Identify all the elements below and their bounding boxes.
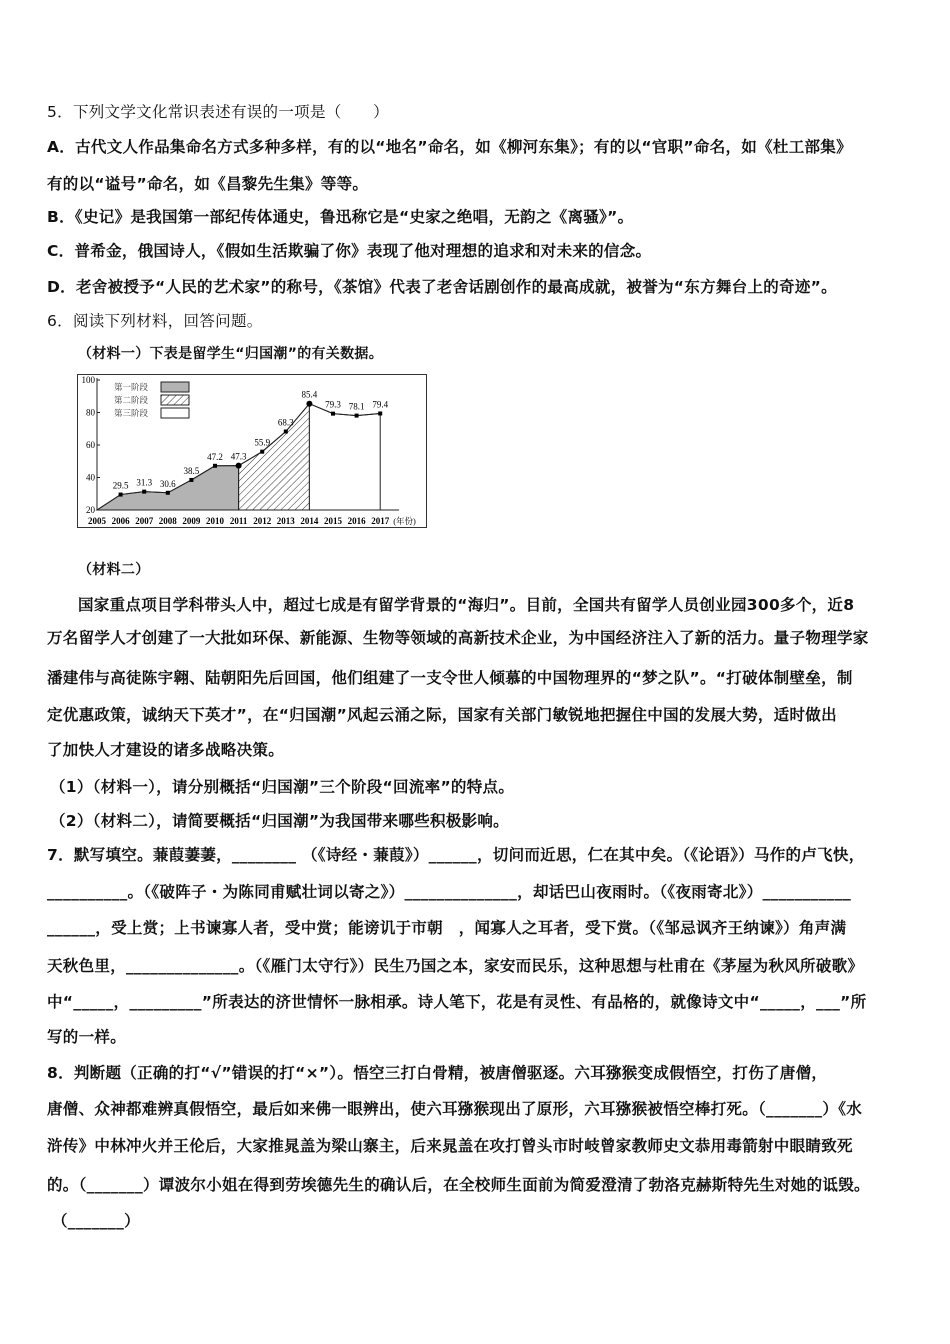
y-tick-label: 100 [81,375,95,385]
data-label: 30.6 [159,478,176,489]
q5-option-a-cont: 有的以“谥号”命名，如《昌黎先生集》等等。 [47,175,369,193]
q7-line: 中“_____，_________”所表达的济世情怀一脉相承。诗人笔下，花是有灵性、有品格的，就像诗文中“_____，___”所 [47,993,867,1011]
legend-label: 第一阶段 [114,382,149,392]
x-tick-label: 2006 [111,516,130,526]
q5-option-b: B．《史记》是我国第一部纪传体通史，鲁迅称它是“史家之绝唱，无韵之《离骚》”。 [47,208,634,226]
data-label: 38.5 [183,465,200,476]
data-point [236,463,242,469]
data-label: 79.3 [325,399,341,410]
q7-line: ______，受上赏；上书谏寡人者，受中赏；能谤讥于市朝 ，闻寡人之耳者，受下赏。（《邹忌讽齐王纳谏》）角声满 [47,919,847,937]
q5-option-c: C．普希金，俄国诗人，《假如生活欺骗了你》表现了他对理想的追求和对未来的信念。 [47,242,652,260]
y-tick-label: 60 [86,440,95,450]
q5-option-d: D．老舍被授予“人民的艺术家”的称号，《茶馆》代表了老舍话剧创作的最高成就，被誉为“东方舞台上的奇迹”。 [47,278,837,296]
material1-label: （材料一）下表是留学生“归国潮”的有关数据。 [78,346,384,362]
q7-line: __________。（《破阵子・为陈同甫赋壮词以寄之》）______________，却话巴山夜雨时。（《夜雨寄北》）___________ [47,883,852,901]
data-label: 68.3 [277,417,294,428]
x-tick-label: 2009 [182,516,201,526]
material2-line: 国家重点项目学科带头人中，超过七成是有留学背景的“海归”。目前，全国共有留学人员创业园300多个，近8 [78,596,855,614]
data-label: 79.4 [372,399,389,410]
stage-area-2 [239,404,310,510]
q8-line: 的。（_______）谭波尔小姐在得到劳埃德先生的确认后，在全校师生面前为简爱澄清了勃洛克赫斯特先生对她的诋毁。 [47,1176,870,1194]
x-tick-label: 2014 [300,516,319,526]
q7-line: 写的一样。 [47,1028,127,1046]
q6-question-2: （2）（材料二），请简要概括“归国潮”为我国带来哪些积极影响。 [50,812,509,830]
x-tick-label: 2007 [135,516,154,526]
q8-line: （_______） [52,1212,140,1230]
x-tick-label: 2010 [206,516,224,526]
data-point [142,490,146,494]
stage-area-3 [309,401,380,510]
material2-line: 潘建伟与高徒陈宇翱、陆朝阳先后回国，他们组建了一支令世人倾慕的中国物理界的“梦之队”。“打破体制壁垒，制 [47,669,853,687]
x-tick-label: 2013 [276,516,295,526]
y-tick-label: 20 [86,505,95,515]
x-tick-label: 2015 [324,516,342,526]
data-point [378,411,382,415]
material2-label: （材料二） [78,562,150,578]
x-tick-label: 2017 [371,516,390,526]
y-tick-label: 80 [86,407,95,418]
q7-line: 天秋色里，______________。（《雁门太守行》）民生乃国之本，家安而民乐，这种思想与杜甫在《茅屋为秋风所破歌》 [47,957,864,975]
data-point [119,493,123,497]
q8-line: 唐僧、众神都难辨真假悟空，最后如来佛一眼辨出，使六耳猕猴现出了原形，六耳猕猴被悟空棒打死。（_______）《水 [47,1100,863,1118]
x-axis-label: (年份) [393,516,416,526]
return-rate-chart [77,374,427,528]
data-label: 85.4 [301,389,318,400]
q5-option-a: A．古代文人作品集命名方式多种多样，有的以“地名”命名，如《柳河东集》；有的以“官职”命名，如《杜工部集》 [47,138,852,156]
x-tick-label: 2012 [253,516,272,526]
data-point [306,401,312,407]
data-label: 55.9 [254,437,271,448]
q8-line: 8．判断题（正确的打“√”错误的打“×”）。悟空三打白骨精，被唐僧驱逐。六耳猕猴变成假悟空，打伤了唐僧， [47,1064,828,1082]
data-point [166,491,170,495]
material2-line: 万名留学人才创建了一大批如环保、新能源、生物等领域的高新技术企业，为中国经济注入了新的活力。量子物理学家 [47,629,869,647]
material2-line: 了加快人才建设的诸多战略决策。 [47,741,285,759]
data-point [284,430,288,434]
q7-line: 7．默写填空。蒹葭萋萋，________ （《诗经・蒹葭》）______，切问而近思，仁在其中矣。（《论语》）马作的卢飞快， [47,846,865,864]
data-label: 47.3 [230,451,247,462]
x-tick-label: 2008 [158,516,177,526]
x-tick-label: 2005 [88,516,106,526]
data-label: 29.5 [112,480,129,491]
q6-stem: 6．阅读下列材料，回答问题。 [47,312,263,330]
legend-label: 第二阶段 [114,395,149,405]
data-point [189,478,193,482]
q6-question-1: （1）（材料一），请分别概括“归国潮”三个阶段“回流率”的特点。 [50,778,515,796]
x-tick-label: 2016 [347,516,366,526]
y-tick-label: 40 [86,472,95,483]
data-point [355,414,359,418]
q5-stem: 5．下列文学文化常识表述有误的一项是（ ） [47,103,389,121]
data-label: 31.3 [136,477,153,488]
data-point [260,450,264,454]
legend-label: 第三阶段 [114,408,149,418]
legend-swatch [161,408,189,418]
x-tick-label: 2011 [229,516,248,526]
data-label: 47.2 [207,451,223,462]
q8-line: 浒传》中林冲火并王伦后，大家推晁盖为梁山寨主，后来晁盖在攻打曾头市时岐曾家教师史文恭用毒箭射中眼睛致死 [47,1137,853,1155]
legend-swatch [161,382,189,392]
legend-swatch [161,395,189,405]
data-point [213,464,217,468]
data-label: 78.1 [348,401,365,412]
material2-line: 定优惠政策，诚纳天下英才”，在“归国潮”风起云涌之际，国家有关部门敏锐地把握住中国的发展大势，适时做出 [47,706,837,724]
data-point [331,412,335,416]
